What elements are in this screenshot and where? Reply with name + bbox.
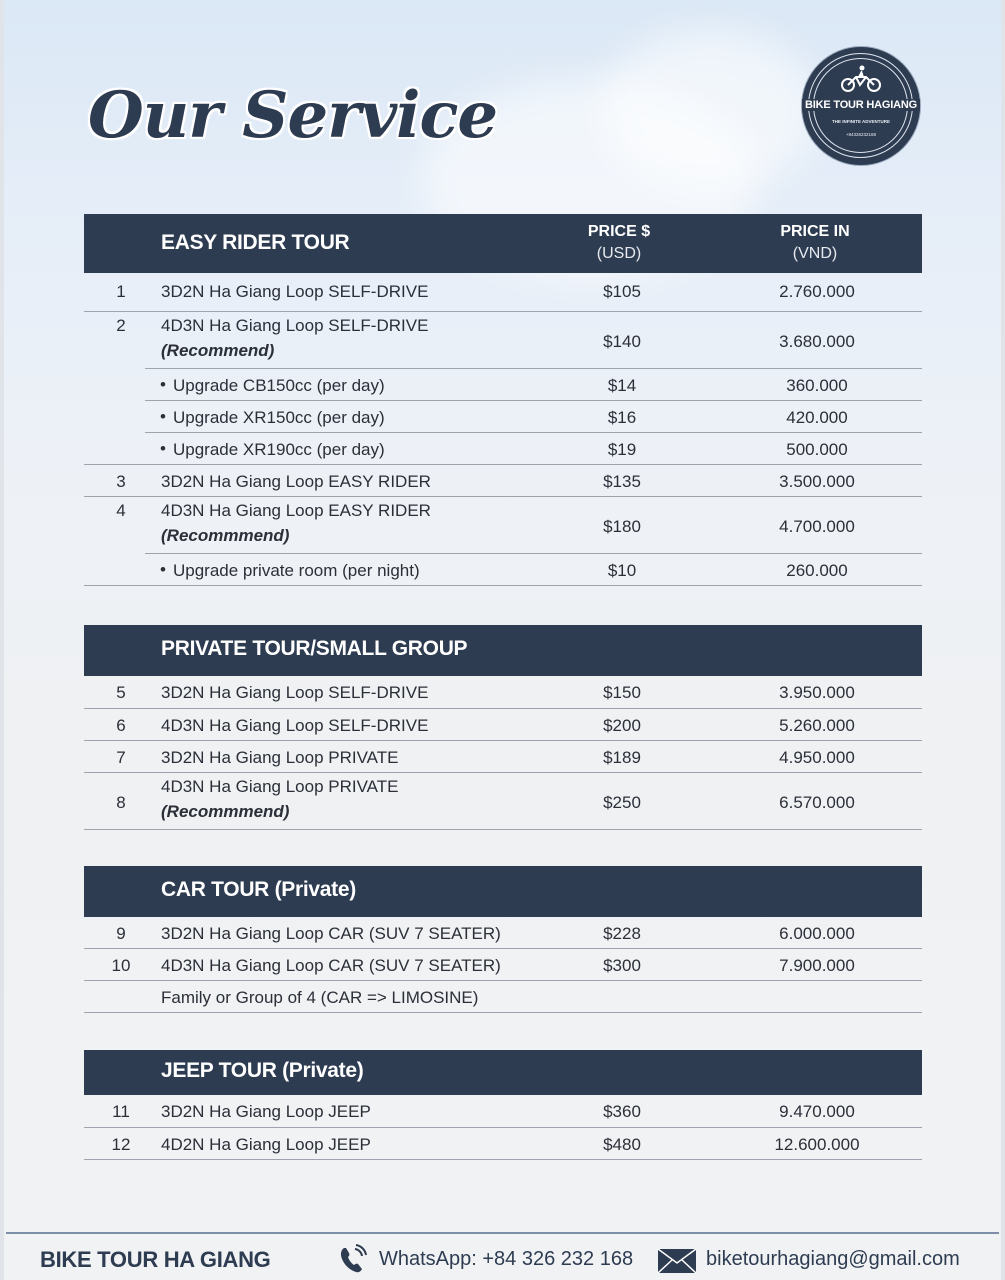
row-number: 3 (116, 472, 126, 491)
table-row (84, 917, 922, 949)
envelope-icon (657, 1248, 697, 1274)
row-price-usd: $19 (607, 440, 637, 459)
page-edge-right (1001, 0, 1005, 1280)
row-price-vnd: 2.760.000 (779, 282, 855, 301)
section-title: EASY RIDER TOUR (161, 231, 350, 254)
row-price-usd: $189 (603, 748, 641, 767)
section-header (84, 1050, 922, 1095)
row-price-usd: $180 (603, 517, 641, 536)
row-price-vnd: 3.950.000 (779, 683, 855, 702)
table-row (84, 465, 922, 497)
column-header-vnd-line1: PRICE IN (780, 223, 850, 240)
table-row-upgrade (84, 401, 922, 433)
section-header (84, 625, 922, 676)
row-description-text: 4D3N Ha Giang Loop PRIVATE (161, 777, 399, 796)
section-header (84, 214, 922, 273)
row-price-usd: $140 (603, 332, 641, 351)
row-price-usd: $14 (607, 376, 637, 395)
phone-icon (338, 1244, 368, 1274)
row-divider (84, 585, 922, 587)
table-row-upgrade (84, 554, 922, 586)
row-price-vnd: 3.680.000 (779, 332, 855, 351)
page-title: Our Service (88, 78, 498, 153)
row-price-vnd: 6.570.000 (779, 793, 855, 812)
table-row (84, 676, 922, 709)
recommend-note: (Recommmend) (161, 526, 290, 545)
section-car-tour (84, 866, 922, 1013)
row-price-vnd: 5.260.000 (779, 716, 855, 735)
row-number: 1 (116, 282, 126, 301)
row-price-vnd: 500.000 (786, 440, 848, 459)
upgrade-item: • Upgrade XR190cc (per day) (161, 440, 385, 459)
section-title: CAR TOUR (Private) (161, 878, 356, 901)
row-number: 4 (116, 501, 126, 520)
column-header-vnd-line2: (VND) (792, 245, 838, 262)
table-row (84, 949, 922, 981)
table-row (84, 741, 922, 773)
row-description: 4D3N Ha Giang Loop SELF-DRIVE (161, 716, 429, 735)
row-divider (84, 829, 922, 831)
row-number: 10 (111, 956, 131, 975)
row-divider (84, 1159, 922, 1161)
column-header-vnd (754, 221, 876, 265)
row-number: 9 (116, 924, 126, 943)
row-price-vnd: 4.950.000 (779, 748, 855, 767)
row-number: 6 (116, 716, 126, 735)
table-row-upgrade (84, 369, 922, 401)
section-title: JEEP TOUR (Private) (161, 1059, 364, 1082)
row-description: 3D2N Ha Giang Loop EASY RIDER (161, 472, 431, 491)
table-row (84, 312, 922, 369)
section-header (84, 866, 922, 917)
row-price-usd: $10 (607, 561, 637, 580)
row-description: 3D2N Ha Giang Loop SELF-DRIVE (161, 683, 429, 702)
row-divider (84, 1012, 922, 1014)
row-price-usd: $360 (603, 1102, 641, 1121)
row-description-text: 4D3N Ha Giang Loop SELF-DRIVE (161, 316, 429, 335)
row-description (161, 501, 431, 546)
row-number: 12 (111, 1135, 131, 1154)
table-row (84, 273, 922, 312)
row-description: Family or Group of 4 (CAR => LIMOSINE) (161, 988, 479, 1007)
background-cloud (600, 30, 820, 190)
row-price-vnd: 4.700.000 (779, 517, 855, 536)
row-description: 3D2N Ha Giang Loop PRIVATE (161, 748, 399, 767)
row-price-usd: $150 (603, 683, 641, 702)
row-price-vnd: 9.470.000 (779, 1102, 855, 1121)
row-price-usd: $16 (607, 408, 637, 427)
footer-divider (6, 1232, 999, 1234)
row-price-vnd: 260.000 (786, 561, 848, 580)
table-row (84, 1128, 922, 1160)
row-price-usd: $228 (603, 924, 641, 943)
section-title: PRIVATE TOUR/SMALL GROUP (161, 637, 468, 660)
row-description (161, 561, 420, 581)
page-edge-left (0, 0, 4, 1280)
upgrade-item: • Upgrade private room (per night) (161, 561, 420, 580)
logo-phone: +84326232168 (845, 132, 877, 137)
row-price-vnd: 12.600.000 (774, 1135, 860, 1154)
row-price-usd: $200 (603, 716, 641, 735)
logo-name: BIKE TOUR HAGIANG (802, 99, 920, 111)
row-price-usd: $135 (603, 472, 641, 491)
section-easy-rider-tour (84, 214, 922, 586)
column-header-usd-line2: (USD) (596, 245, 642, 262)
row-description (161, 316, 428, 361)
row-price-usd: $480 (603, 1135, 641, 1154)
row-number: 7 (116, 748, 126, 767)
table-row (84, 709, 922, 741)
row-description (161, 408, 385, 428)
column-header-usd-line1: PRICE $ (587, 223, 651, 240)
row-number: 11 (112, 1102, 130, 1121)
row-price-vnd: 360.000 (786, 376, 848, 395)
motorbike-icon (840, 65, 882, 93)
row-price-vnd: 7.900.000 (779, 956, 855, 975)
section-private-tour (84, 625, 922, 830)
row-description (161, 777, 399, 822)
footer-whatsapp[interactable]: WhatsApp: +84 326 232 168 (379, 1248, 634, 1270)
row-description-text: 4D3N Ha Giang Loop EASY RIDER (161, 501, 431, 520)
section-jeep-tour (84, 1050, 922, 1160)
row-description (161, 440, 385, 460)
logo-tagline: THE INFINITE ADVENTURE (831, 119, 891, 124)
recommend-note: (Recommend) (161, 341, 275, 360)
footer-email[interactable]: biketourhagiang@gmail.com (706, 1248, 960, 1270)
row-price-vnd: 420.000 (786, 408, 848, 427)
row-number: 2 (116, 316, 126, 335)
row-price-usd: $105 (603, 282, 641, 301)
row-description: 3D2N Ha Giang Loop CAR (SUV 7 SEATER) (161, 924, 501, 943)
row-description: 3D2N Ha Giang Loop SELF-DRIVE (161, 282, 429, 301)
table-row-note (84, 981, 922, 1013)
table-row-upgrade (84, 433, 922, 465)
table-row (84, 1095, 922, 1128)
row-description: 4D2N Ha Giang Loop JEEP (161, 1135, 371, 1154)
footer (0, 1244, 1005, 1276)
footer-brand: BIKE TOUR HA GIANG (40, 1247, 271, 1272)
upgrade-item: • Upgrade XR150cc (per day) (161, 408, 385, 427)
recommend-note: (Recommmend) (161, 802, 290, 821)
upgrade-item: • Upgrade CB150cc (per day) (161, 376, 385, 395)
brand-logo (802, 47, 920, 165)
row-description (161, 376, 385, 396)
column-header-usd (569, 221, 669, 265)
row-price-usd: $300 (603, 956, 641, 975)
row-price-vnd: 3.500.000 (779, 472, 855, 491)
row-number: 8 (116, 793, 126, 812)
table-row (84, 773, 922, 830)
row-price-vnd: 6.000.000 (779, 924, 855, 943)
table-row (84, 497, 922, 554)
row-description: 4D3N Ha Giang Loop CAR (SUV 7 SEATER) (161, 956, 501, 975)
row-number: 5 (116, 683, 126, 702)
row-price-usd: $250 (603, 793, 641, 812)
row-description: 3D2N Ha Giang Loop JEEP (161, 1102, 371, 1121)
